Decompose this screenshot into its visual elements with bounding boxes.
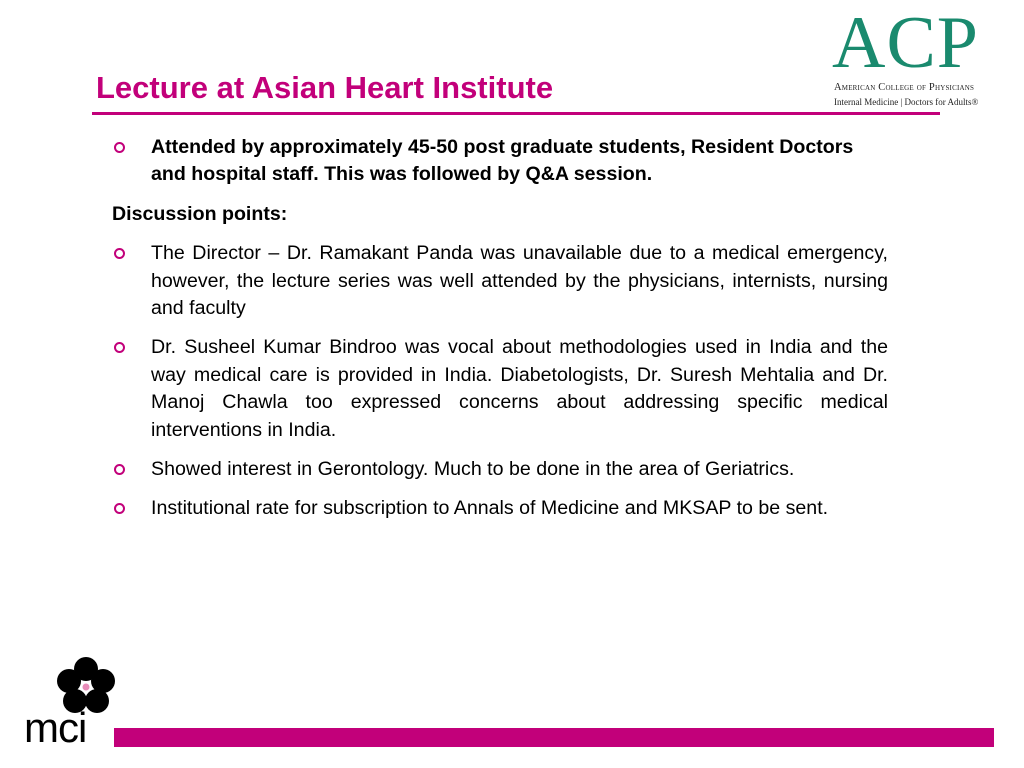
bullet-ring-icon [114,142,125,153]
intro-bullet-text: Attended by approximately 45-50 post graduate students, Resident Doctors and hospital staff. This was followed by Q&A session. [151,136,854,186]
acp-logo-letters: ACP [832,2,979,84]
discussion-bullet-text: Dr. Susheel Kumar Bindroo was vocal about methodologies used in India and the way medical care is provided in India. Diabetologists, Dr. Suresh Mehtalia and Dr. Manoj Chawla too expressed concerns about addressing specific medical interventions in India. [151,336,888,441]
acp-logo-name: American College of Physicians [834,82,975,93]
discussion-bullet [112,456,888,483]
bullet-ring-icon [114,503,125,514]
slide-title: Lecture at Asian Heart Institute [96,70,554,105]
discussion-bullet [112,334,888,444]
slide-content [112,134,888,535]
acp-logo [832,2,1008,108]
discussion-heading: Discussion points: [112,202,288,225]
bullet-ring-icon [114,342,125,353]
title-divider [92,112,940,115]
mci-logo [24,656,124,756]
discussion-bullet-text: Institutional rate for subscription to Annals of Medicine and MKSAP to be sent. [151,497,829,520]
discussion-bullet [112,240,888,322]
bullet-ring-icon [114,248,125,259]
acp-logo-tagline: Internal Medicine | Doctors for Adults® [834,97,979,107]
bullet-ring-icon [114,464,125,475]
mci-logo-text: mci [24,704,87,751]
discussion-bullet-text: The Director – Dr. Ramakant Panda was unavailable due to a medical emergency, however, the lecture series was well attended by the physicians, internists, nursing and faculty [151,242,888,320]
discussion-bullet-text: Showed interest in Gerontology. Much to be done in the area of Geriatrics. [151,458,795,481]
intro-bullet [112,134,888,189]
discussion-bullet [112,495,888,522]
footer-bar [114,728,994,747]
